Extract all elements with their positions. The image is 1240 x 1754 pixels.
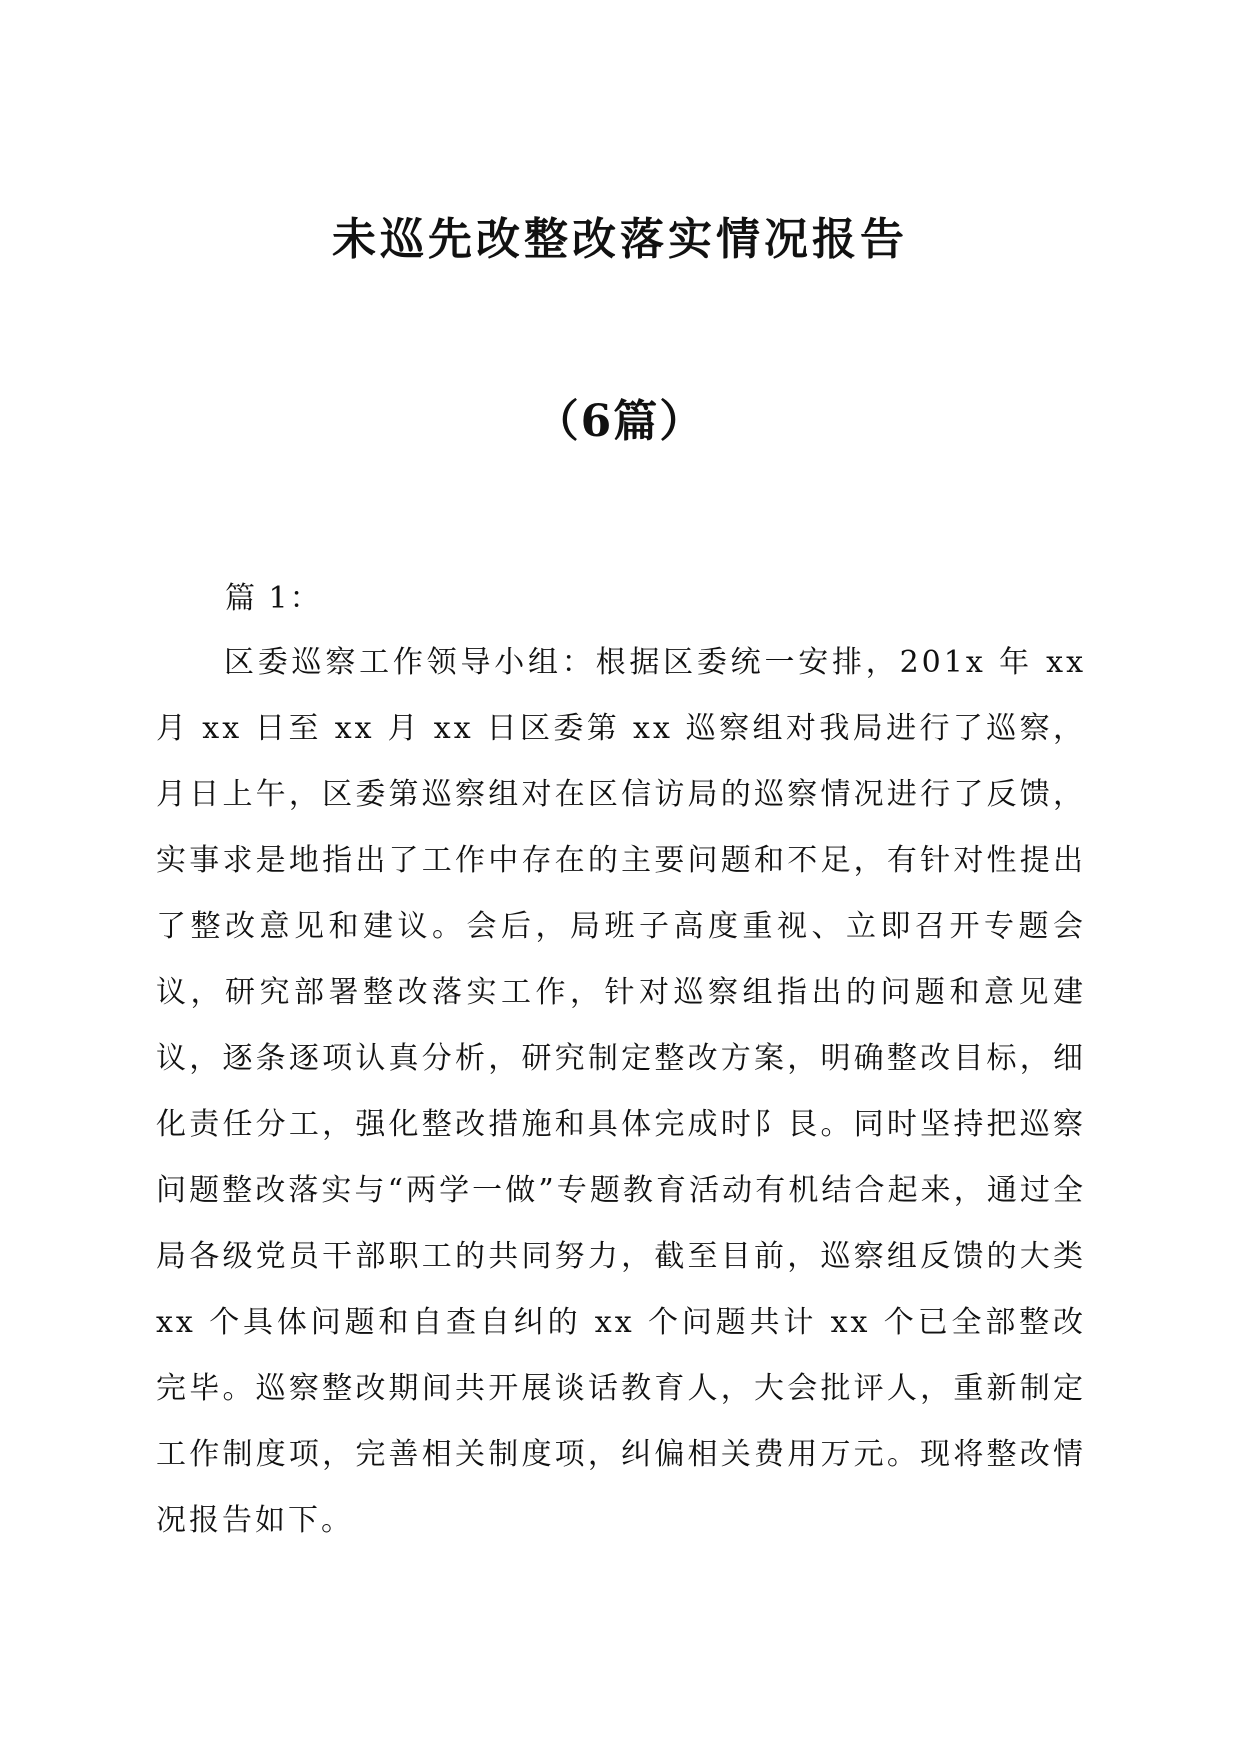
- body-paragraph: 区委巡察工作领导小组：根据区委统一安排，201x 年 xx 月 xx 日至 xx 月 xx 日区委第 xx 巡察组对我局进行了巡察，月日上午，区委第巡察组对在区信访局的巡察情况进行了反馈，实事求是地指出了工作中存在的主要问题和不足，有针对性提出了整改意见和建议。会后，局班子高度重视、立即召开专题会议，研究部署整改落实工作，针对巡察组指出的问题和意见建议，逐条逐项认真分析，研究制定整改方案，明确整改目标，细化责任分工，强化整改措施和具体完成时阝艮。同时坚持把巡察问题整改落实与“两学一做”专题教育活动有机结合起来，通过全局各级党员干部职工的共同努力，截至目前，巡察组反馈的大类 xx 个具体问题和自查自纠的 xx 个问题共计 xx 个已全部整改完毕。巡察整改期间共开展谈话教育人，大会批评人，重新制定工作制度项，完善相关制度项，纠偏相关费用万元。现将整改情况报告如下。: [156, 645, 1086, 1538]
- document-title: 未巡先改整改落实情况报告: [332, 214, 908, 265]
- section-label: 篇 1：: [225, 581, 322, 616]
- document-subtitle: （6篇）: [534, 396, 706, 447]
